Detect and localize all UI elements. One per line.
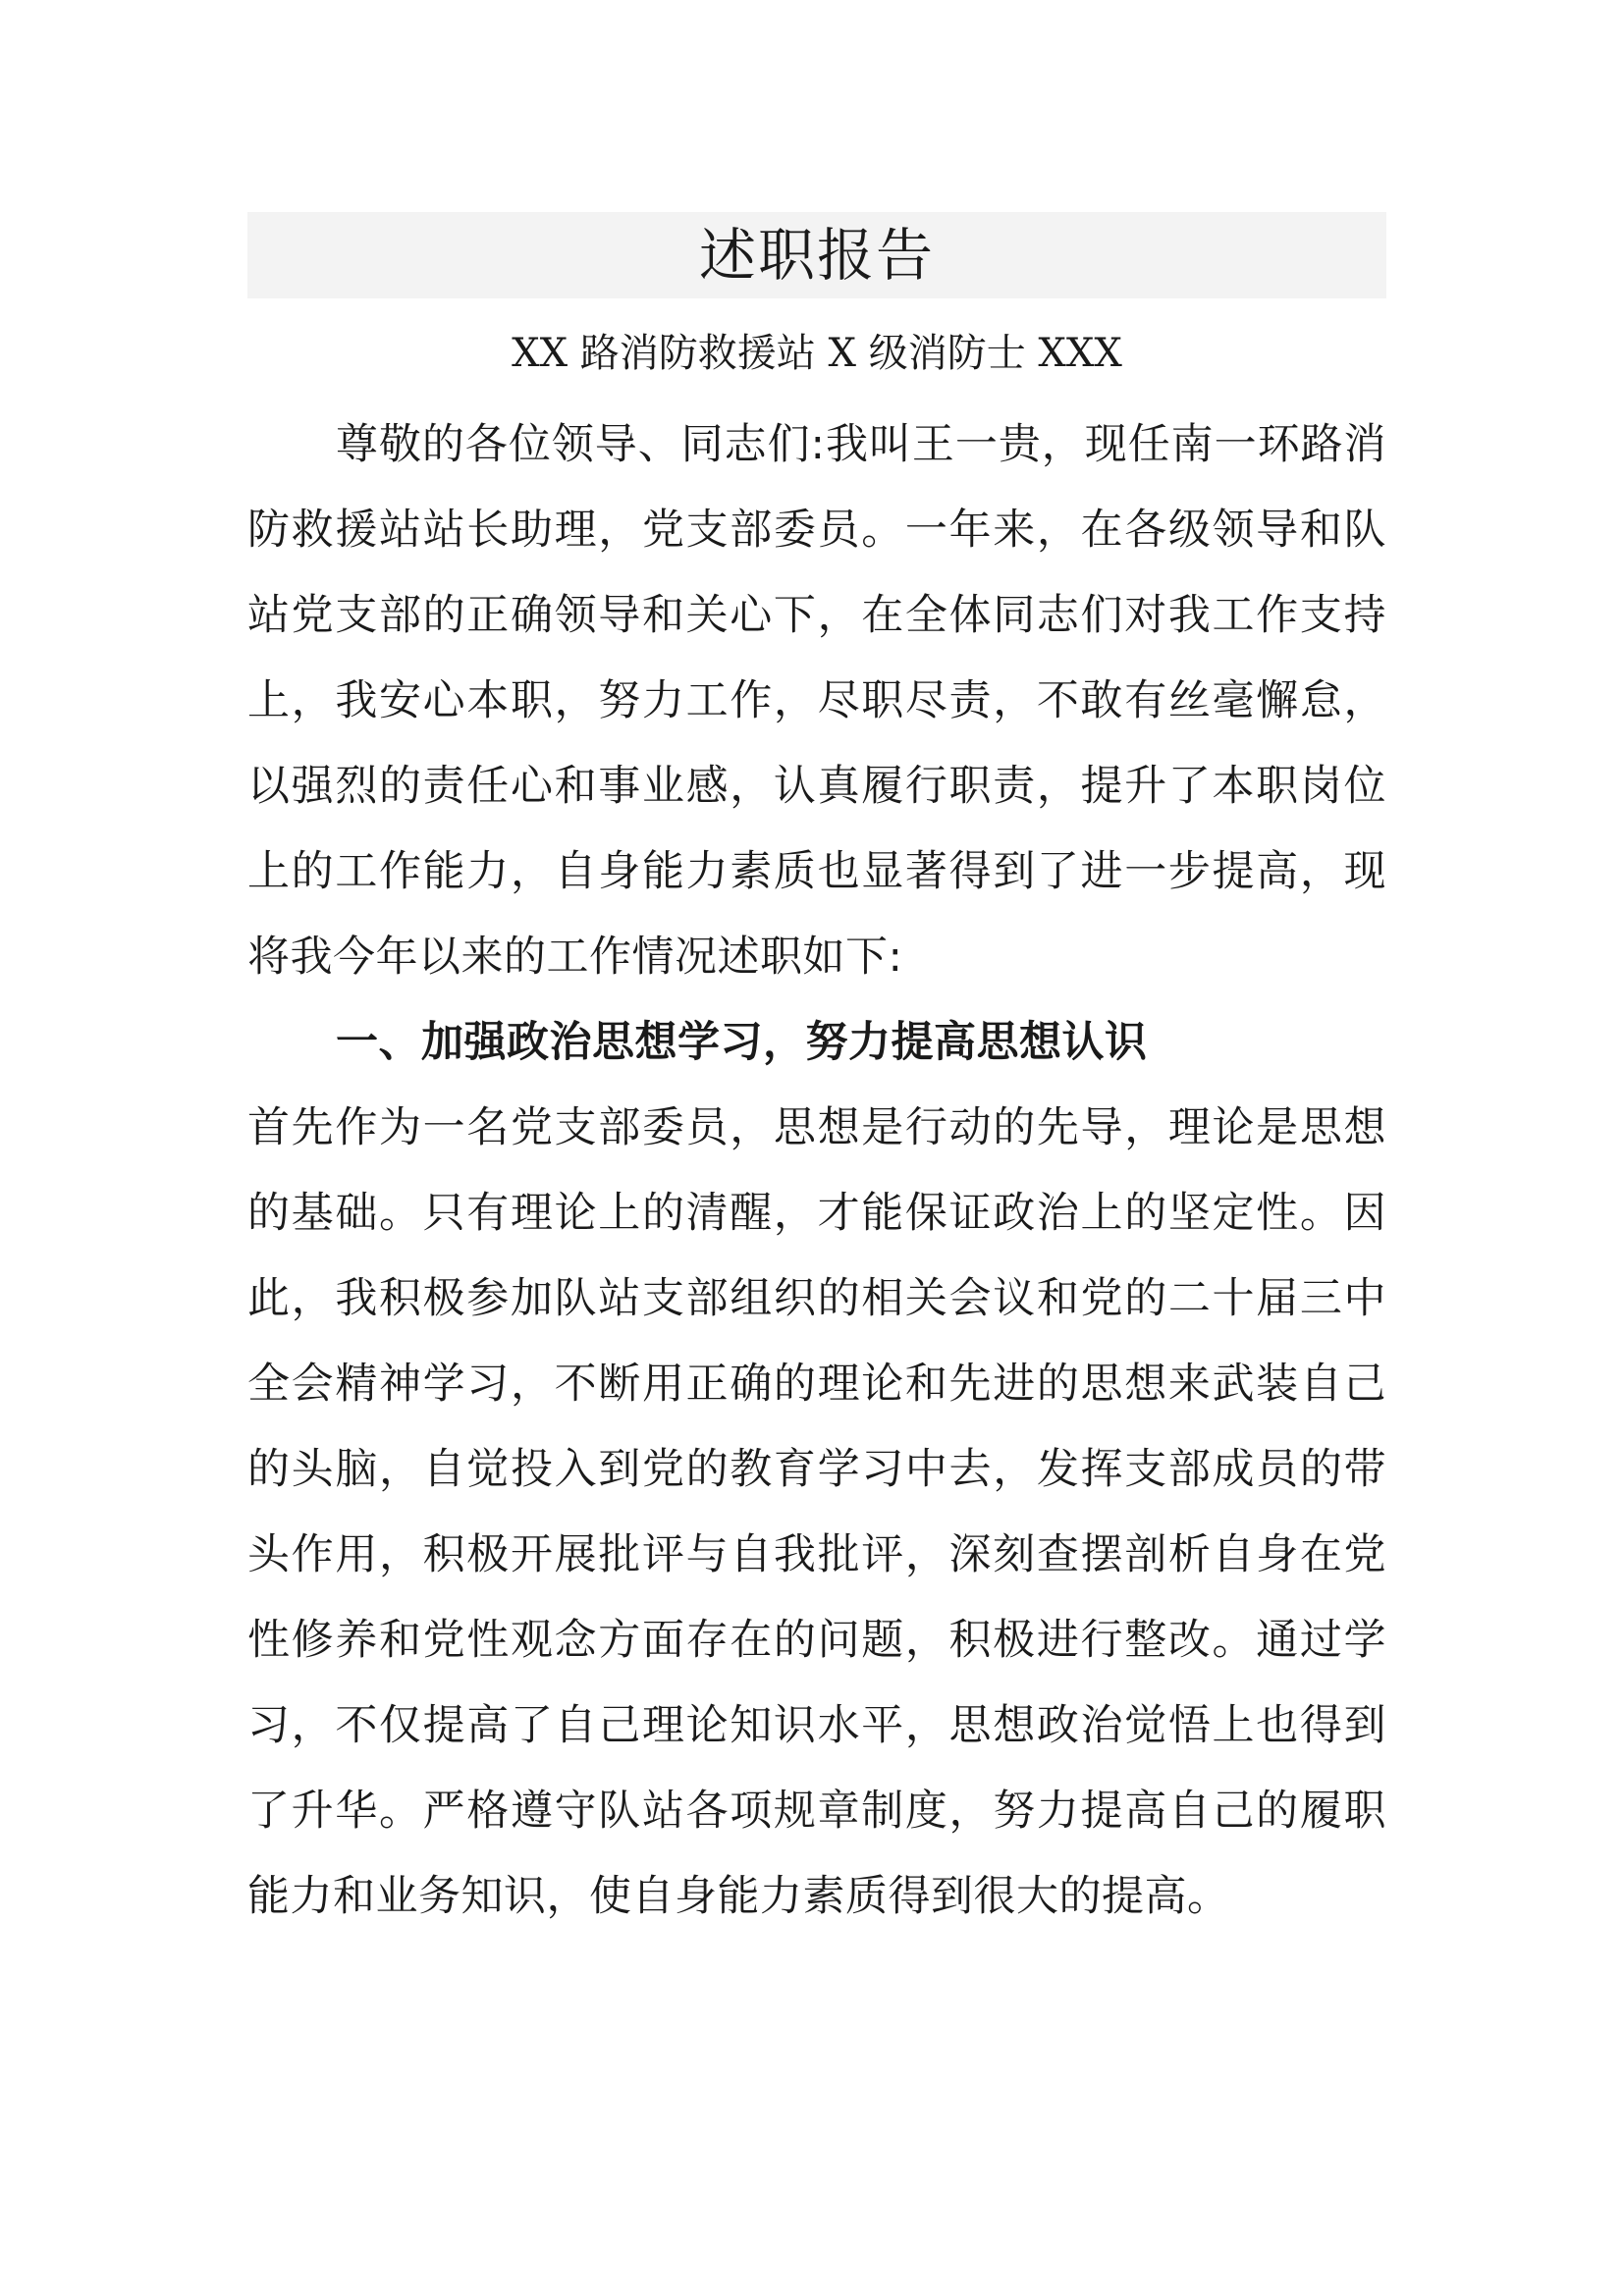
intro-paragraph: 尊敬的各位领导、同志们:我叫王一贵，现任南一环路消防救援站站长助理，党支部委员。一年来，在各级领导和队站党支部的正确领导和关心下，在全体同志们对我工作支持上，我安心本职，努力工作，尽职尽责，不敢有丝毫懈怠，以强烈的责任心和事业感，认真履行职责，提升了本职岗位上的工作能力，自身能力素质也显著得到了进一步提高，现将我今年以来的工作情况述职如下: xyxy=(247,420,1386,982)
section-paragraph: 首先作为一名党支部委员，思想是行动的先导，理论是思想的基础。只有理论上的清醒，才能保证政治上的坚定性。因此，我积极参加队站支部组织的相关会议和党的二十届三中全会精神学习，不断用正确的理论和先进的思想来武装自己的头脑，自觉投入到党的教育学习中去，发挥支部成员的带头作用，积极开展批评与自我批评，深刻查摆剖析自身在党性修养和党性观念方面存在的问题，积极进行整改。通过学习，不仅提高了自己理论知识水平，思想政治觉悟上也得到了升华。严格遵守队站各项规章制度，努力提高自己的履职能力和业务知识，使自身能力素质得到很大的提高。 xyxy=(247,1103,1386,1921)
document-title: 述职报告 xyxy=(698,222,935,289)
document-body xyxy=(247,402,1386,1940)
section-heading: 一、加强政治思想学习，努力提高思想认识 xyxy=(336,1018,1148,1067)
author-byline: XX 路消防救援站 X 级消防士 XXX xyxy=(512,331,1122,376)
